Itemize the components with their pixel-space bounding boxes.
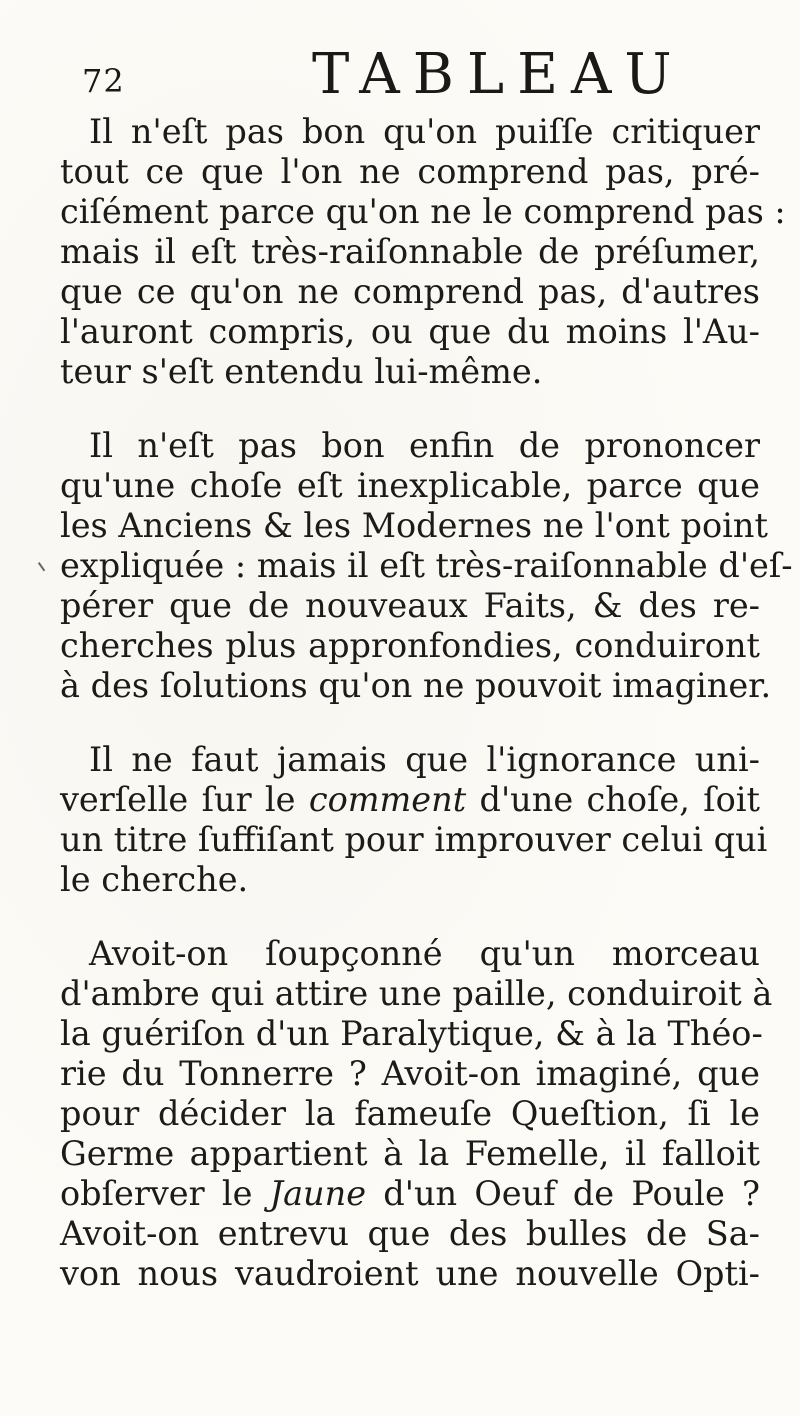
text-line: rie du Tonnerre ? Avoit-on imaginé, que <box>60 1054 760 1093</box>
text-line: Il n'eſt pas bon enfin de prononcer <box>89 426 760 465</box>
text-segment: d'un Oeuf de Poule ? <box>383 1174 761 1213</box>
text-line <box>60 780 760 820</box>
body-text <box>60 112 793 1328</box>
text-line: l'auront compris, ou que du moins l'Au- <box>60 312 760 351</box>
text-line: Avoit-on entrevu que des bulles de Sa- <box>60 1214 760 1253</box>
text-line: cherches plus appronfondies, conduiront <box>60 626 760 665</box>
text-line: Germe appartient à la Femelle, il falloit <box>60 1134 760 1173</box>
text-line: expliquée : mais il eſt très-raiſonnable d'eſ- <box>60 546 793 585</box>
page-number: 72 <box>82 62 125 100</box>
text-line: un titre ſuffiſant pour improuver celui qui <box>60 820 768 859</box>
text-line: mais il eſt très-raiſonnable de préſumer, <box>60 232 760 271</box>
paragraph-3 <box>60 740 768 900</box>
text-line: d'ambre qui attire une paille, conduiroit à <box>60 974 773 1013</box>
text-line: teur s'eſt entendu lui-même. <box>60 352 543 391</box>
text-segment: verſelle ſur le <box>60 780 296 819</box>
text-line: pour décider la fameuſe Queſtion, ſi le <box>60 1094 760 1133</box>
text-line: von nous vaudroient une nouvelle Opti- <box>60 1254 760 1293</box>
running-title: TABLEAU <box>312 42 685 107</box>
paragraph-4 <box>60 934 773 1294</box>
text-line: la guériſon d'un Paralytique, & à la Théo- <box>60 1014 763 1053</box>
text-line: ciſément parce qu'on ne le comprend pas : <box>60 192 786 231</box>
text-segment: d'une choſe, ſoit <box>479 780 760 819</box>
text-line: Il ne faut jamais que l'ignorance uni- <box>89 740 760 779</box>
italic-word: comment <box>308 780 467 819</box>
text-line: Il n'eſt pas bon qu'on puiſſe critiquer <box>89 112 760 151</box>
text-line: tout ce que l'on ne comprend pas, pré- <box>60 152 760 191</box>
text-line: qu'une choſe eſt inexplicable, parce que <box>60 466 760 505</box>
text-line: les Anciens & les Modernes ne l'ont point <box>60 506 768 545</box>
paragraph-1 <box>60 112 786 392</box>
text-line: Avoit-on ſoupçonné qu'un morceau <box>89 934 760 973</box>
text-line: à des ſolutions qu'on ne pouvoit imaginer. <box>60 666 772 705</box>
italic-word: Jaune <box>269 1174 367 1213</box>
text-line: le cherche. <box>60 860 249 899</box>
page-header <box>80 38 720 108</box>
text-line <box>60 1174 760 1214</box>
paragraph-2 <box>60 426 793 706</box>
margin-mark <box>38 559 50 572</box>
text-line: pérer que de nouveaux Faits, & des re- <box>60 586 760 625</box>
text-line: que ce qu'on ne comprend pas, d'autres <box>60 272 760 311</box>
text-segment: obſerver le <box>60 1174 253 1213</box>
